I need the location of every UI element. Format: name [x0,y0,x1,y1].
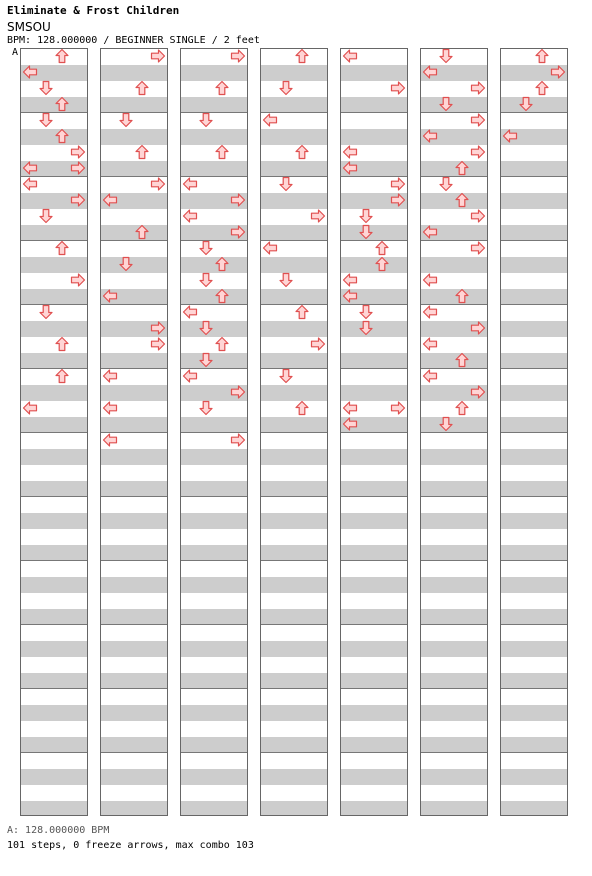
left-arrow-icon [422,336,438,352]
beat-line [421,560,487,561]
up-arrow-icon [454,352,470,368]
beat-line [261,624,327,625]
right-arrow-icon [230,192,246,208]
down-arrow-icon [358,320,374,336]
beat-line [341,688,407,689]
down-arrow-icon [198,320,214,336]
right-arrow-icon [470,384,486,400]
beat-line [501,624,567,625]
beat-line [261,752,327,753]
down-arrow-icon [278,80,294,96]
beat-line [101,112,167,113]
up-arrow-icon [214,80,230,96]
beat-line [341,624,407,625]
left-arrow-icon [182,208,198,224]
beat-line [21,624,87,625]
down-arrow-icon [198,240,214,256]
down-arrow-icon [118,112,134,128]
down-arrow-icon [358,224,374,240]
beat-line [261,688,327,689]
right-arrow-icon [390,80,406,96]
left-arrow-icon [182,304,198,320]
up-arrow-icon [134,80,150,96]
left-arrow-icon [102,368,118,384]
left-arrow-icon [422,368,438,384]
right-arrow-icon [230,384,246,400]
up-arrow-icon [534,80,550,96]
left-arrow-icon [422,224,438,240]
beat-line [501,496,567,497]
beat-line [181,112,247,113]
beat-line [421,496,487,497]
beat-line [21,752,87,753]
beat-line [261,176,327,177]
up-arrow-icon [374,240,390,256]
up-arrow-icon [454,400,470,416]
left-arrow-icon [182,176,198,192]
left-arrow-icon [262,240,278,256]
down-arrow-icon [438,48,454,64]
right-arrow-icon [470,144,486,160]
right-arrow-icon [470,320,486,336]
beat-line [101,240,167,241]
beat-line [341,560,407,561]
up-arrow-icon [54,128,70,144]
right-arrow-icon [230,48,246,64]
up-arrow-icon [214,288,230,304]
down-arrow-icon [38,304,54,320]
beat-line [501,752,567,753]
bpm-legend: A: 128.000000 BPM [7,825,110,836]
right-arrow-icon [70,272,86,288]
right-arrow-icon [470,80,486,96]
right-arrow-icon [390,192,406,208]
left-arrow-icon [262,112,278,128]
left-arrow-icon [342,400,358,416]
bpm-marker: A [12,47,19,58]
beat-line [421,176,487,177]
left-arrow-icon [102,288,118,304]
up-arrow-icon [54,48,70,64]
down-arrow-icon [198,400,214,416]
beat-line [341,432,407,433]
up-arrow-icon [134,224,150,240]
beat-line [181,560,247,561]
beat-line [341,304,407,305]
up-arrow-icon [214,336,230,352]
beat-line [501,112,567,113]
down-arrow-icon [278,368,294,384]
chart-column [260,48,328,816]
beat-line [501,304,567,305]
down-arrow-icon [278,272,294,288]
beat-line [501,432,567,433]
left-arrow-icon [422,272,438,288]
beat-line [341,112,407,113]
down-arrow-icon [278,176,294,192]
beat-line [21,304,87,305]
right-arrow-icon [70,160,86,176]
left-arrow-icon [22,160,38,176]
beat-line [181,240,247,241]
right-arrow-icon [470,208,486,224]
down-arrow-icon [358,304,374,320]
beat-line [101,560,167,561]
up-arrow-icon [294,304,310,320]
beat-line [101,752,167,753]
beat-line [421,752,487,753]
beat-line [101,304,167,305]
down-arrow-icon [438,176,454,192]
left-arrow-icon [342,48,358,64]
beat-line [261,560,327,561]
up-arrow-icon [454,160,470,176]
right-arrow-icon [70,144,86,160]
up-arrow-icon [214,256,230,272]
right-arrow-icon [150,320,166,336]
left-arrow-icon [502,128,518,144]
down-arrow-icon [518,96,534,112]
beat-line [341,496,407,497]
artist-name: SMSOU [7,20,51,34]
down-arrow-icon [198,112,214,128]
beat-line [421,432,487,433]
beat-line [181,496,247,497]
down-arrow-icon [38,80,54,96]
beat-line [101,496,167,497]
left-arrow-icon [342,416,358,432]
up-arrow-icon [294,400,310,416]
up-arrow-icon [54,240,70,256]
chart-info: BPM: 128.000000 / BEGINNER SINGLE / 2 feet [7,35,260,46]
left-arrow-icon [342,272,358,288]
beat-line [21,432,87,433]
right-arrow-icon [230,224,246,240]
beat-line [341,368,407,369]
right-arrow-icon [150,336,166,352]
up-arrow-icon [294,48,310,64]
down-arrow-icon [438,416,454,432]
left-arrow-icon [422,64,438,80]
up-arrow-icon [454,288,470,304]
left-arrow-icon [102,432,118,448]
up-arrow-icon [534,48,550,64]
up-arrow-icon [374,256,390,272]
left-arrow-icon [342,144,358,160]
right-arrow-icon [150,48,166,64]
beat-line [261,432,327,433]
right-arrow-icon [230,432,246,448]
beat-line [181,752,247,753]
left-arrow-icon [102,400,118,416]
up-arrow-icon [54,368,70,384]
right-arrow-icon [310,336,326,352]
beat-line [21,560,87,561]
beat-line [101,624,167,625]
down-arrow-icon [438,96,454,112]
beat-line [501,560,567,561]
right-arrow-icon [470,240,486,256]
left-arrow-icon [22,64,38,80]
beat-line [21,688,87,689]
beat-line [21,112,87,113]
right-arrow-icon [70,192,86,208]
down-arrow-icon [38,112,54,128]
beat-line [101,688,167,689]
right-arrow-icon [550,64,566,80]
beat-line [501,688,567,689]
beat-line [261,368,327,369]
beat-line [501,176,567,177]
up-arrow-icon [294,144,310,160]
right-arrow-icon [310,208,326,224]
song-title: Eliminate & Frost Children [7,4,180,17]
left-arrow-icon [22,176,38,192]
beat-line [21,496,87,497]
beat-line [181,624,247,625]
left-arrow-icon [422,304,438,320]
beat-line [501,240,567,241]
left-arrow-icon [342,288,358,304]
right-arrow-icon [150,176,166,192]
down-arrow-icon [38,208,54,224]
left-arrow-icon [182,368,198,384]
right-arrow-icon [390,400,406,416]
beat-line [501,368,567,369]
right-arrow-icon [390,176,406,192]
beat-line [181,688,247,689]
down-arrow-icon [118,256,134,272]
beat-line [261,496,327,497]
chart-column [500,48,568,816]
up-arrow-icon [134,144,150,160]
up-arrow-icon [54,336,70,352]
beat-line [421,624,487,625]
beat-line [421,688,487,689]
up-arrow-icon [454,192,470,208]
right-arrow-icon [470,112,486,128]
up-arrow-icon [54,96,70,112]
left-arrow-icon [342,160,358,176]
left-arrow-icon [422,128,438,144]
down-arrow-icon [198,272,214,288]
down-arrow-icon [198,352,214,368]
left-arrow-icon [102,192,118,208]
beat-line [341,752,407,753]
left-arrow-icon [22,400,38,416]
down-arrow-icon [358,208,374,224]
step-stats: 101 steps, 0 freeze arrows, max combo 103 [7,840,254,851]
up-arrow-icon [214,144,230,160]
